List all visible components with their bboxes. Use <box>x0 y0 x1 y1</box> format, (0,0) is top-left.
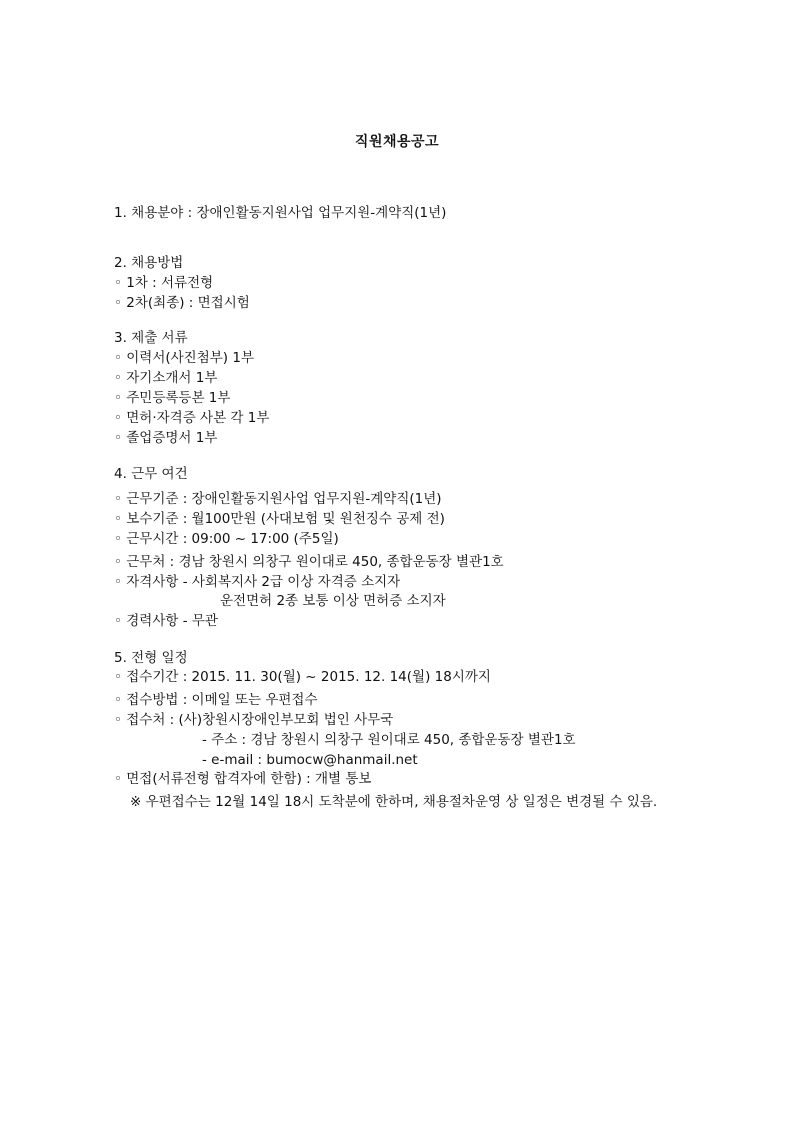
list-item: ◦ 접수처 : (사)창원시장애인부모회 법인 사무국 <box>114 712 394 728</box>
list-item: ◦ 2차(최종) : 면접시험 <box>114 295 250 311</box>
page-title: 직원채용공고 <box>354 134 440 150</box>
list-item: ◦ 졸업증명서 1부 <box>114 430 218 446</box>
list-item: ◦ 면허·자격증 사본 각 1부 <box>114 410 270 426</box>
list-item: ◦ 면접(서류전형 합격자에 한함) : 개별 통보 <box>114 771 372 787</box>
section-4-heading: 4. 근무 여건 <box>114 466 188 482</box>
section-5-heading: 5. 전형 일정 <box>114 650 188 666</box>
list-item: ◦ 근무기준 : 장애인활동지원사업 업무지원-계약직(1년) <box>114 491 442 507</box>
list-item: ◦ 근무처 : 경남 창원시 의창구 원이대로 450, 종합운동장 별관1호 <box>114 554 504 570</box>
list-item: ◦ 접수방법 : 이메일 또는 우편접수 <box>114 692 318 708</box>
address-line: - 주소 : 경남 창원시 의창구 원이대로 450, 종합운동장 별관1호 <box>202 732 576 748</box>
section-3-heading: 3. 제출 서류 <box>114 330 188 346</box>
email-line: - e-mail : bumocw@hanmail.net <box>202 752 418 768</box>
list-item: ◦ 주민등록등본 1부 <box>114 390 231 406</box>
section-1-heading: 1. 채용분야 : 장애인활동지원사업 업무지원-계약직(1년) <box>114 205 447 221</box>
section-2-heading: 2. 채용방법 <box>114 255 184 271</box>
list-item: ◦ 1차 : 서류전형 <box>114 275 214 291</box>
list-item: ◦ 접수기간 : 2015. 11. 30(월) ~ 2015. 12. 14(월) 18시까지 <box>114 669 491 685</box>
notice-note: ※ 우편접수는 12월 14일 18시 도착분에 한하며, 채용절차운영 상 일정은 변경될 수 있음. <box>130 794 658 810</box>
list-item: ◦ 자격사항 - 사회복지사 2급 이상 자격증 소지자 <box>114 574 401 590</box>
list-item: ◦ 근무시간 : 09:00 ~ 17:00 (주5일) <box>114 531 339 547</box>
list-item: ◦ 이력서(사진첨부) 1부 <box>114 350 254 366</box>
list-item-continuation: 운전면허 2종 보통 이상 면허증 소지자 <box>220 593 446 609</box>
list-item: ◦ 자기소개서 1부 <box>114 370 218 386</box>
list-item: ◦ 보수기준 : 월100만원 (사대보험 및 원천징수 공제 전) <box>114 511 445 527</box>
list-item: ◦ 경력사항 - 무관 <box>114 613 218 629</box>
